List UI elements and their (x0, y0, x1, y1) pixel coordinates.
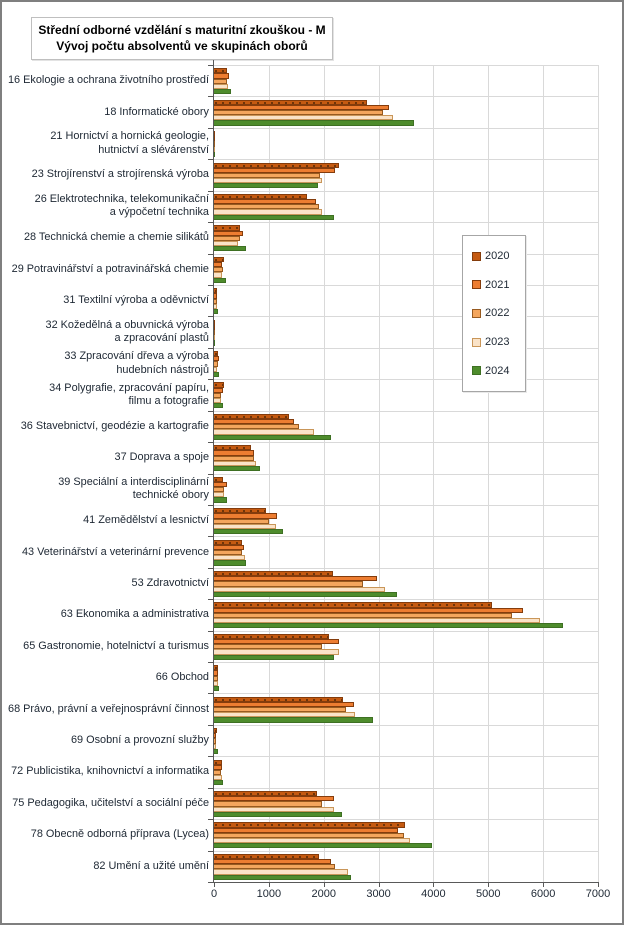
category-label (6, 128, 209, 159)
legend-swatch-icon (472, 309, 481, 318)
category-label (6, 693, 209, 724)
bar-group (214, 662, 598, 693)
category-label (6, 474, 209, 505)
bar-2024 (214, 278, 226, 283)
x-axis-tick (543, 882, 544, 887)
category-label-line: 18 Informatické obory (104, 105, 209, 118)
legend-entry-2024 (472, 365, 523, 377)
x-axis-tick (214, 882, 215, 887)
x-axis-tick-label: 2000 (311, 888, 336, 900)
x-axis-line (208, 882, 598, 883)
legend-label: 2022 (485, 307, 510, 320)
category-label-line: 78 Obecně odborná příprava (Lycea) (30, 828, 209, 841)
bar-2024 (214, 560, 246, 565)
bar-2024 (214, 497, 227, 502)
category-label (6, 191, 209, 222)
x-axis-tick (324, 882, 325, 887)
bar-2024 (214, 466, 260, 471)
category-label-line: 75 Pedagogika, učitelství a sociální péče (12, 796, 209, 809)
category-label-line: 21 Hornictví a hornická geologie, (50, 130, 209, 143)
bar-2024 (214, 215, 334, 220)
category-label (6, 411, 209, 442)
category-label (6, 348, 209, 379)
legend-entry-2023 (472, 336, 523, 348)
category-label-line: 28 Technická chemie a chemie silikátů (23, 231, 209, 244)
legend-entry-2021 (472, 279, 523, 291)
category-axis-labels (6, 65, 209, 882)
bar-group (214, 725, 598, 756)
bar-group (214, 756, 598, 787)
bar-group (214, 316, 598, 347)
category-label-line: 32 Kožedělná a obuvnická výroba (45, 319, 209, 331)
vertical-gridline (598, 65, 599, 882)
category-label (6, 599, 209, 630)
bar-2024 (214, 655, 334, 660)
category-label-line: 37 Doprava a spoje (114, 451, 209, 464)
legend (462, 235, 526, 392)
x-axis-tick (433, 882, 434, 887)
legend-swatch-icon (472, 280, 481, 289)
bar-2024 (214, 152, 215, 157)
bar-group (214, 442, 598, 473)
bar-2024 (214, 183, 318, 188)
category-label-line: 16 Ekologie a ochrana životního prostředí (8, 74, 209, 87)
x-axis-tick-label: 0 (210, 888, 218, 900)
category-label (6, 756, 209, 787)
x-axis-tick-label: 1000 (256, 888, 282, 900)
bar-group (214, 348, 598, 379)
legend-label: 2020 (485, 250, 510, 263)
category-label (6, 536, 209, 567)
category-label-line: 68 Právo, právní a veřejnosprávní činnost (8, 702, 209, 715)
category-label-line: 33 Zpracování dřeva a výroba (64, 350, 209, 363)
bar-group (214, 599, 598, 630)
legend-label: 2021 (485, 278, 510, 291)
category-label-line: 66 Obchod (155, 671, 209, 684)
category-label-line: 82 Umění a užité umění (93, 859, 209, 872)
category-label (6, 442, 209, 473)
category-label-line: 36 Stavebnictví, geodézie a kartografie (20, 419, 209, 432)
category-label-line: 53 Zdravotnictví (131, 576, 209, 589)
category-label-line: hudebních nástrojů (116, 363, 209, 376)
category-label-line: 41 Zemědělství a lesnictví (83, 514, 209, 527)
bar-2024 (214, 246, 246, 251)
category-label-line: 72 Publicistika, knihovnictví a informatika (11, 765, 209, 778)
bar-group (214, 379, 598, 410)
bar-group (214, 474, 598, 505)
x-axis-tick (488, 882, 489, 887)
bar-group (214, 568, 598, 599)
x-axis-tick (269, 882, 270, 887)
bar-group (214, 819, 598, 850)
category-label (6, 725, 209, 756)
category-label (6, 254, 209, 285)
category-label (6, 379, 209, 410)
bar-2024 (214, 592, 397, 597)
bar-group (214, 411, 598, 442)
bar-group (214, 285, 598, 316)
category-label (6, 819, 209, 850)
category-label (6, 631, 209, 662)
bar-2024 (214, 403, 223, 408)
bar-group (214, 788, 598, 819)
category-label-line: 23 Strojírenství a strojírenská výroba (31, 168, 209, 181)
bar-2024 (214, 435, 331, 440)
legend-label: 2023 (485, 336, 510, 349)
legend-swatch-icon (472, 366, 481, 375)
bar-2024 (214, 843, 432, 848)
legend-label: 2024 (485, 364, 510, 377)
bar-2024 (214, 812, 342, 817)
bar-2024 (214, 529, 283, 534)
chart-subtitle: Vývoj počtu absolventů ve skupinách oborů (56, 39, 308, 54)
category-label (6, 159, 209, 190)
bar-2024 (214, 623, 563, 628)
category-label-line: a výpočetní technika (109, 206, 209, 219)
bar-group (214, 851, 598, 882)
x-axis-tick (379, 882, 380, 887)
category-label (6, 316, 209, 347)
bar-2024 (214, 372, 219, 377)
plot-area (210, 65, 611, 900)
category-label-line: a zpracování plastů (114, 332, 209, 345)
legend-swatch-icon (472, 338, 481, 347)
legend-entry-2020 (472, 250, 523, 262)
bar-2024 (214, 780, 223, 785)
bar-group (214, 693, 598, 724)
chart-title-box (31, 17, 333, 60)
x-axis-tick (598, 882, 599, 887)
category-label-line: 63 Ekonomika a administrativa (60, 608, 209, 621)
legend-entry-2022 (472, 307, 523, 319)
bar-group (214, 505, 598, 536)
category-label (6, 96, 209, 127)
bar-group (214, 191, 598, 222)
bar-2024 (214, 749, 218, 754)
bar-group (214, 222, 598, 253)
category-label-line: hutnictví a slévárenství (98, 143, 209, 156)
bar-group (214, 159, 598, 190)
legend-swatch-icon (472, 252, 481, 261)
category-label (6, 505, 209, 536)
bar-2024 (214, 89, 231, 94)
x-axis-tick-label: 6000 (530, 888, 556, 900)
bar-group (214, 96, 598, 127)
bar-2024 (214, 340, 215, 345)
bar-2024 (214, 686, 219, 691)
bar-group (214, 536, 598, 567)
category-label (6, 222, 209, 253)
chart-title: Střední odborné vzdělání s maturitní zkouškou - M (38, 23, 326, 37)
bar-group (214, 65, 598, 96)
category-label (6, 65, 209, 96)
category-label (6, 662, 209, 693)
bar-2024 (214, 120, 414, 125)
category-label (6, 851, 209, 882)
bar-2024 (214, 309, 218, 314)
bar-group (214, 631, 598, 662)
category-label-line: 31 Textilní výroba a oděvnictví (63, 294, 209, 307)
category-label (6, 568, 209, 599)
category-label-line: 29 Potravinářství a potravinářská chemie (11, 262, 209, 275)
x-axis-tick-label: 5000 (476, 888, 501, 900)
x-axis-tick-label: 7000 (585, 888, 611, 900)
bar-group (214, 128, 598, 159)
category-label-line: technické obory (132, 489, 209, 502)
category-label (6, 285, 209, 316)
category-label-line: 43 Veterinářství a veterinární prevence (21, 545, 209, 558)
bar-group (214, 254, 598, 285)
x-axis-tick-label: 3000 (366, 888, 391, 900)
category-label-line: 39 Speciální a interdisciplinární (58, 476, 209, 489)
x-axis-tick-label: 4000 (421, 888, 446, 900)
category-label-line: 65 Gastronomie, hotelnictví a turismus (23, 639, 209, 652)
category-label-line: 69 Osobní a provozní služby (70, 734, 209, 747)
bar-2024 (214, 717, 373, 722)
bar-2024 (214, 875, 351, 880)
category-label (6, 788, 209, 819)
category-label-line: 26 Elektrotechnika, telekomunikační (34, 193, 209, 206)
category-label-line: 34 Polygrafie, zpracování papíru, (49, 381, 209, 394)
category-label-line: filmu a fotografie (128, 394, 209, 407)
